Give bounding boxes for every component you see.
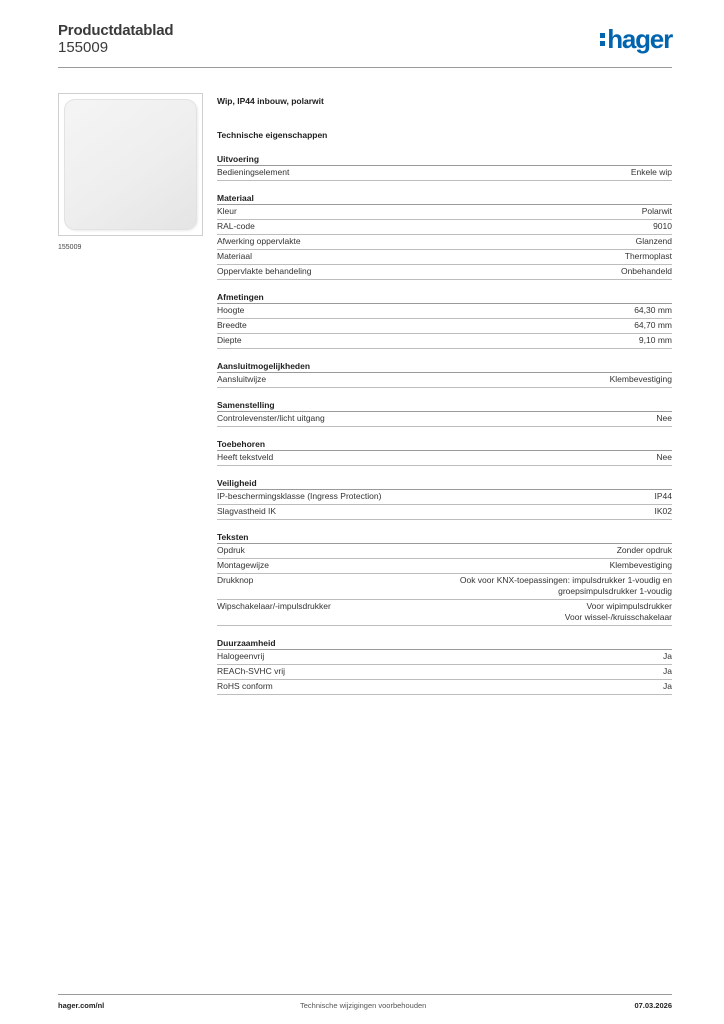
spec-row [217,544,672,559]
spec-section [217,478,672,520]
spec-value: Zonder opdruk [616,545,672,555]
spec-label: Oppervlakte behandeling [217,266,312,276]
logo-dots-icon [600,33,605,46]
spec-row [217,490,672,505]
section-title: Afmetingen [217,292,672,304]
image-caption: 155009 [58,244,82,251]
footer-website-link[interactable]: hager.com/nl [58,1001,105,1010]
spec-row [217,373,672,388]
product-number: 155009 [58,39,109,56]
spec-row [217,600,672,626]
section-title: Toebehoren [217,439,672,451]
spec-value: Voor wipimpulsdrukker Voor wissel-/kruisschakelaar [564,601,672,622]
spec-value: Ook voor KNX-toepassingen: impulsdrukker 1-voudig en groepsimpulsdrukker 1-voudig [459,575,672,596]
section-title: Teksten [217,532,672,544]
spec-value: Nee [656,413,672,423]
spec-label: Hoogte [217,305,245,315]
spec-label: Halogeenvrij [217,651,265,661]
spec-label: RoHS conform [217,681,273,691]
spec-value: 64,70 mm [634,320,672,330]
spec-row [217,265,672,280]
spec-row [217,451,672,466]
spec-row [217,412,672,427]
spec-value: Thermoplast [624,251,672,261]
footer-date: 07.03.2026 [634,1001,672,1010]
document-title: Productdatablad [58,22,174,39]
spec-label: Opdruk [217,545,245,555]
section-title: Duurzaamheid [217,638,672,650]
spec-value: 9,10 mm [638,335,672,345]
section-title: Uitvoering [217,154,672,166]
spec-label: Heeft tekstveld [217,452,274,462]
spec-row [217,505,672,520]
section-title: Veiligheid [217,478,672,490]
spec-value: Ja [663,681,672,691]
spec-row [217,319,672,334]
spec-row [217,166,672,181]
spec-label: Slagvastheid IK [217,506,277,516]
spec-label: Drukknop [217,575,254,585]
spec-section [217,193,672,280]
spec-value: Klembevestiging [609,374,672,384]
spec-row [217,304,672,319]
spec-section [217,439,672,466]
spec-value: 9010 [653,221,672,231]
spec-row [217,574,672,600]
spec-label: Breedte [217,320,247,330]
spec-row [217,680,672,695]
spec-label: Bedieningselement [217,167,290,177]
spec-section [217,361,672,388]
spec-value: Glanzend [635,236,672,246]
technical-properties-heading: Technische eigenschappen [217,130,328,140]
spec-value: 64,30 mm [634,305,672,315]
section-title: Samenstelling [217,400,672,412]
spec-row [217,559,672,574]
page-footer [58,994,672,1014]
spec-label: Materiaal [217,251,252,261]
spec-value: Nee [656,452,672,462]
spec-value: Polarwit [641,206,672,216]
spec-sections [217,154,672,695]
spec-value: IK02 [654,506,672,516]
spec-label: Aansluitwijze [217,374,267,384]
spec-section [217,400,672,427]
spec-row [217,334,672,349]
spec-section [217,532,672,626]
spec-value: Enkele wip [630,167,672,177]
logo-text: hager [607,24,672,54]
spec-value: IP44 [654,491,672,501]
spec-row [217,250,672,265]
spec-section [217,638,672,695]
spec-label: Montagewijze [217,560,269,570]
product-name: Wip, IP44 inbouw, polarwit [217,96,324,106]
spec-label: Afwerking oppervlakte [217,236,301,246]
switch-plate-image [64,99,197,230]
spec-row [217,650,672,665]
footer-disclaimer: Technische wijzigingen voorbehouden [300,1001,427,1010]
product-specifications [217,96,672,695]
spec-value: Ja [663,651,672,661]
page-header [58,22,672,68]
spec-value: Onbehandeld [620,266,672,276]
spec-label: Wipschakelaar/-impulsdrukker [217,601,331,611]
section-title: Aansluitmogelijkheden [217,361,672,373]
spec-label: REACh-SVHC vrij [217,666,286,676]
spec-value: Ja [663,666,672,676]
spec-label: IP-beschermingsklasse (Ingress Protection) [217,491,382,501]
spec-row [217,665,672,680]
spec-label: RAL-code [217,221,255,231]
spec-row [217,220,672,235]
product-image [58,93,203,236]
spec-label: Diepte [217,335,242,345]
spec-section [217,154,672,181]
spec-value: Klembevestiging [609,560,672,570]
spec-label: Kleur [217,206,237,216]
spec-row [217,235,672,250]
spec-section [217,292,672,349]
hager-logo [600,24,672,54]
spec-row [217,205,672,220]
section-title: Materiaal [217,193,672,205]
spec-label: Controlevenster/licht uitgang [217,413,325,423]
